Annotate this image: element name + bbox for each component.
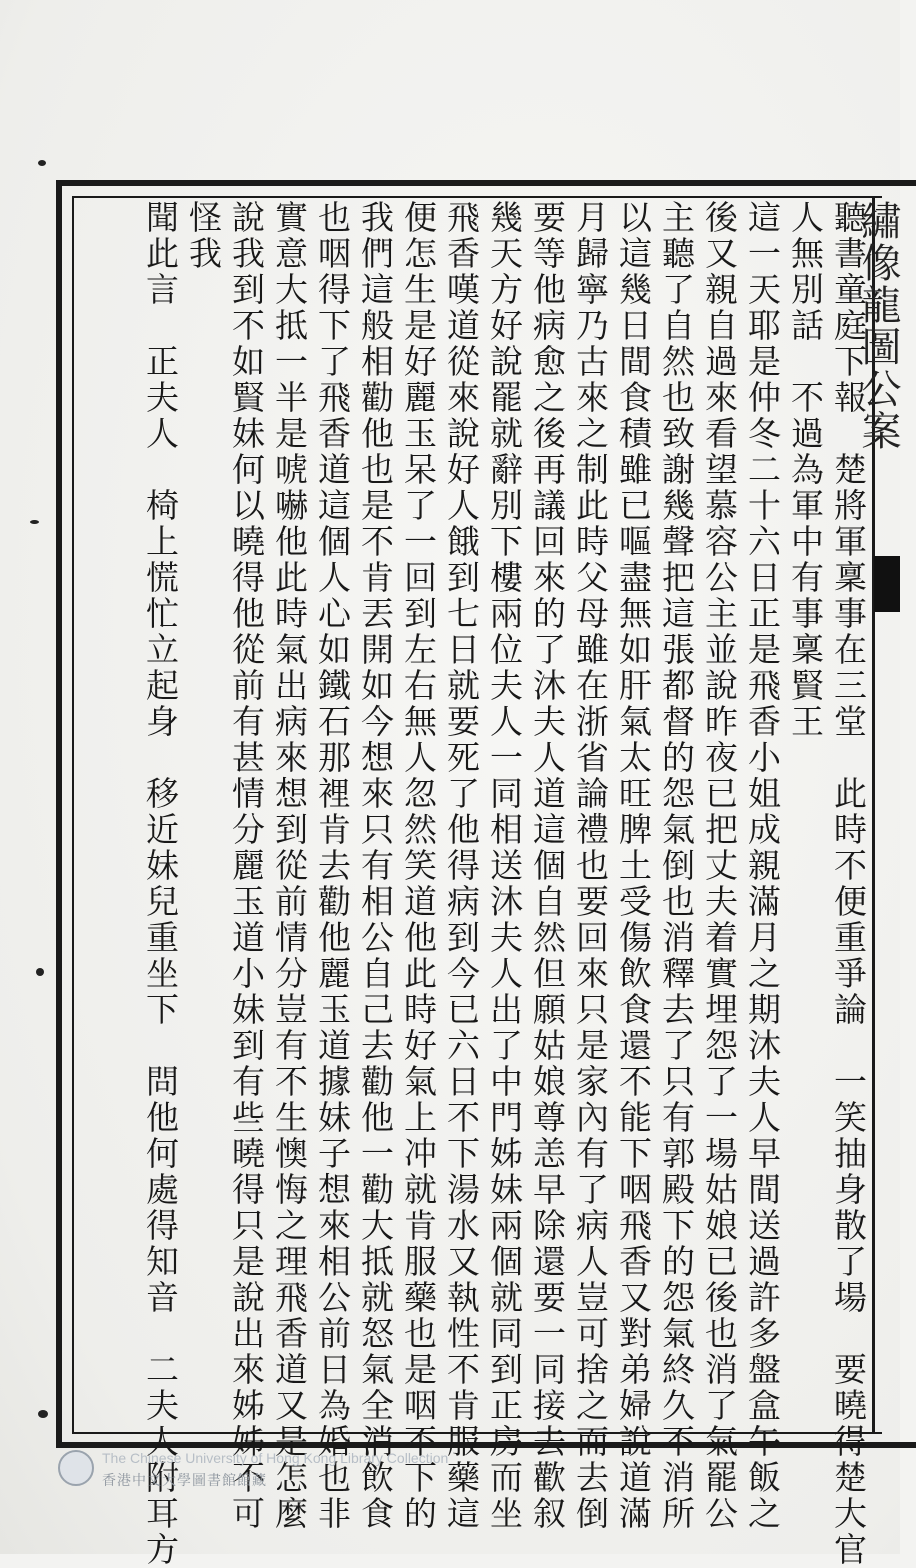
text-column: 以這幾日間食積雖已嘔盡無如肝氣太旺脾土受傷飲食還不能下咽飛香又對弟婦說道滿 — [614, 200, 653, 1532]
ink-speck — [38, 160, 46, 166]
text-column: 要等他病愈之後再議回來的了沐夫人道這個自然但願姑娘尊恙早除還要一同接去歡叙 — [528, 200, 567, 1532]
text-column: 後又親自過來看望慕容公主並說昨夜已把丈夫着實埋怨了一場姑娘已後也消了氣罷公 — [700, 200, 739, 1532]
text-column: 主聽了自然也致謝幾聲把這張都督的怨氣倒也消釋去了只有郭殿下的怨氣終久不消所 — [657, 200, 696, 1532]
text-column: 說我到不如賢妹何以曉得他從前有甚情分麗玉道小妹到有些曉得只是說出來姊姊不可 — [227, 200, 266, 1532]
library-watermark — [52, 1446, 532, 1492]
ink-speck — [38, 1410, 48, 1418]
text-column: 聽書童庭下報 楚將軍稟事在三堂 此時不便重爭論 一笑抽身散了場 要曉得楚大官 — [829, 200, 868, 1568]
fold-title: 繡像龍圖公案 — [855, 200, 901, 452]
ink-speck — [36, 968, 44, 976]
ink-speck — [30, 520, 39, 524]
text-column: 人無別話 不過為軍中有事稟賢王 — [786, 200, 825, 740]
library-logo-icon — [58, 1450, 94, 1486]
text-column: 這一天耶是仲冬二十六日正是飛香小姐成親滿月之期沐夫人早間送過許多盤盒午飯之 — [743, 200, 782, 1532]
text-column: 怪我 — [184, 200, 223, 272]
text-column: 月歸寧乃古來之制此時父母雖在浙省論禮也要回來只是家內有了病人豈可捨之而去倒 — [571, 200, 610, 1532]
watermark-english: The Chinese University of Hong Kong Library Collection — [102, 1450, 449, 1466]
text-column: 飛香嘆道從來說好人餓到七日就要死了他得病到今已六日不下湯水又執性不肯服藥這 — [442, 200, 481, 1532]
text-column: 幾天方好說罷就辭別下樓兩位夫人一同相送沐夫人出了中門姊妹兩個就同到正房而坐 — [485, 200, 524, 1532]
text-column: 也咽得下了飛香道這個人心如鐵石那裡肯去勸他麗玉道據妹子想來相公前日為婚也非 — [313, 200, 352, 1532]
text-column: 實意大抵一半是唬嚇他此時氣出病來想到從前情分豈有不生懊悔之理飛香道又是怎麼 — [270, 200, 309, 1532]
text-column: 便怎生是好麗玉呆了一回到左右無人忽然笑道他此時好氣上冲就肯服藥也是咽不下的 — [399, 200, 438, 1532]
watermark-chinese: 香港中文大學圖書館館藏 — [102, 1473, 267, 1489]
fold-black-mark — [874, 556, 900, 612]
text-column: 聞此言 正夫人 椅上慌忙立起身 移近妹兒重坐下 問他何處得知音 二夫人附耳方 — [141, 200, 180, 1568]
text-column: 我們這般相勸他也是不肯丟開如今想來只有相公自己去勸他一勸大抵就怒氣全消飲食 — [356, 200, 395, 1532]
